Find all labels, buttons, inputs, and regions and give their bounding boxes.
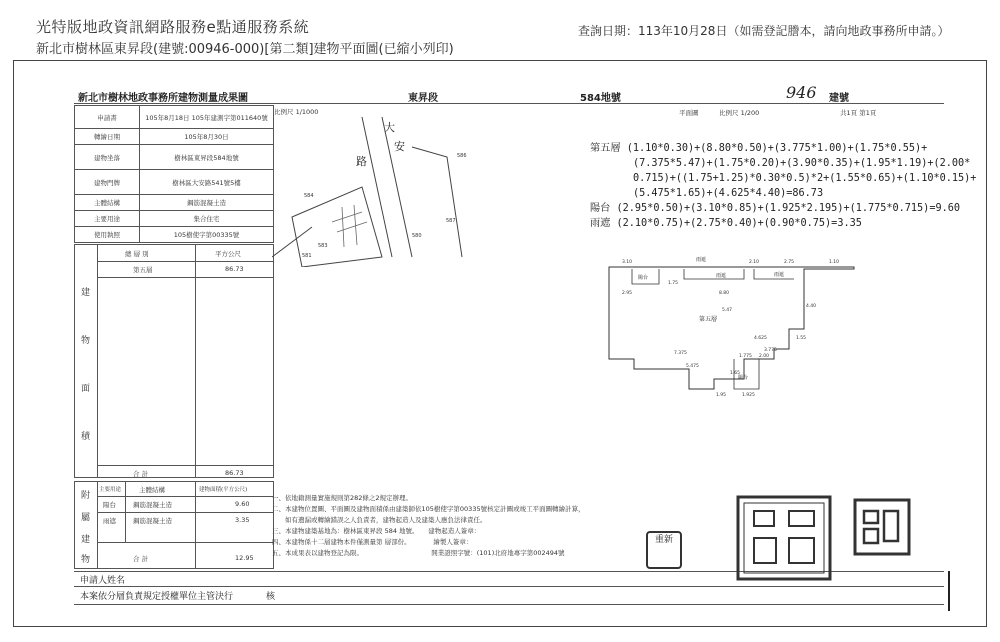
attach-struct: 鋼筋混凝土造 <box>133 517 172 525</box>
area-side-char: 積 <box>81 432 91 442</box>
plan-dimension: 1.775 <box>739 354 752 359</box>
info-value: 集合住宅 <box>140 211 274 227</box>
page-label: 共1頁 第1頁 <box>840 109 877 117</box>
plan-dimension: 1.10 <box>829 260 840 265</box>
plan-dimension: 5.47 <box>722 308 733 313</box>
area-floor: 第五層 <box>133 266 153 274</box>
road-name-char: 路 <box>356 155 367 168</box>
attach-side-char: 屬 <box>81 513 91 523</box>
plan-dimension: 2.00 <box>759 354 770 359</box>
area-floor-value: 86.73 <box>225 265 244 273</box>
note-line: 四、本建物係十二層建物本件僅測量第 層部份。 繪製人簽章： <box>272 538 473 546</box>
attach-use: 雨遮 <box>103 517 116 525</box>
road-name-char: 大 <box>384 121 395 134</box>
plan-balcony-label: 陽台 <box>738 375 749 381</box>
formula-text: (1.10*0.30)+(8.80*0.50)+(3.775*1.00)+(1.75*0.55)+ <box>626 143 928 154</box>
attach-area: 3.35 <box>235 516 250 524</box>
attach-total-label: 合 計 <box>133 555 149 563</box>
area-col-unit: 平方公尺 <box>215 250 241 258</box>
formula-text: 0.715)+((1.75+1.25)*0.30*0.5)*2+(1.55*0.65)+(1.10*0.15)+ <box>632 173 977 184</box>
attach-use: 陽台 <box>103 501 116 509</box>
query-date: 查詢日期：113年10月28日（如需登記謄本，請向地政事務所申請。） <box>578 24 950 38</box>
floor-plan <box>604 249 864 399</box>
info-key: 主體結構 <box>75 195 140 211</box>
formula-line <box>590 201 976 216</box>
attach-h-use: 主要用途 <box>99 487 122 493</box>
note-line: 如有遺漏或轉繪錯誤之人負責者，建物起造人及建築人應負法律責任。 <box>272 516 487 524</box>
info-key: 主要用途 <box>75 211 140 227</box>
area-total-value: 86.73 <box>225 469 244 477</box>
area-table <box>74 244 274 478</box>
attach-total-value: 12.95 <box>235 554 254 562</box>
authorization-clause: 本案依分層負責規定授權單位主管決行 <box>80 592 234 602</box>
plan-dimension: 1.65 <box>730 371 741 376</box>
formula-eave-label: 雨遮 <box>590 218 611 229</box>
attach-table <box>74 481 274 569</box>
formula-text: (2.10*0.75)+(2.75*0.40)+(0.90*0.75)=3.35 <box>616 218 862 229</box>
info-key: 建物坐落 <box>75 145 140 170</box>
seal-stamp-small: 重新 <box>646 531 682 569</box>
info-key: 申請書 <box>75 106 140 129</box>
plan-scale: 比例尺 1/200 <box>719 109 760 117</box>
frame-edge-mark <box>932 571 950 611</box>
plan-dimension: 1.55 <box>796 336 807 341</box>
header-subtitle: 新北市樹林區東昇段(建號:00946-000)[第二類]建物平面圖(已縮小列印) <box>36 42 454 57</box>
formula-line <box>590 186 976 201</box>
attach-h-struct: 主體結構 <box>139 486 165 494</box>
location-map <box>272 117 472 267</box>
info-key: 建物門牌 <box>75 170 140 195</box>
area-side-char: 建 <box>81 288 91 298</box>
plan-dimension: 8.80 <box>719 291 730 296</box>
building-hatch <box>332 205 367 247</box>
plan-dimension: 1.75 <box>668 281 679 286</box>
info-value: 樹林區東昇段584地號 <box>140 145 274 170</box>
plan-label: 平面圖 <box>679 109 699 117</box>
lot-number: 587 <box>446 218 456 224</box>
plan-dimension: 3.775 <box>764 348 777 353</box>
plan-dimension: 3.10 <box>622 260 633 265</box>
info-value: 105樹使字第00335號 <box>140 227 274 243</box>
check-label: 核 <box>266 592 276 602</box>
seal-stamp-square <box>852 497 912 557</box>
formula-line <box>590 216 976 231</box>
plan-dimension: 7.375 <box>674 351 687 356</box>
lot-number: 586 <box>457 153 467 159</box>
area-total-label: 合 計 <box>133 470 149 478</box>
neighbor-lot-outline <box>412 147 462 257</box>
area-col-floor: 總 層 別 <box>125 250 149 258</box>
doc-lot: 584地號 <box>580 93 621 104</box>
header-title: 光特版地政資訊網路服務e點通服務系統 <box>36 18 310 36</box>
lot-number: 584 <box>304 193 314 199</box>
formula-line <box>590 141 976 156</box>
lot-number: 583 <box>318 243 328 249</box>
attach-struct: 鋼筋混凝土造 <box>133 501 172 509</box>
plan-floor-label: 第五層 <box>699 316 718 323</box>
note-line: 一、依地籍測量實施規則第282條之2規定辦理。 <box>272 494 413 502</box>
info-key: 轉繪日期 <box>75 129 140 145</box>
formula-text: (7.375*5.47)+(1.75*0.20)+(3.90*0.35)+(1.95*1.19)+(2.00* <box>632 158 971 169</box>
note-line: 五、本成果表以建物登記為限。 開業證照字號：(101)北府地專字第002494號 <box>272 549 565 557</box>
area-side-char: 面 <box>81 384 91 394</box>
plan-dimension: 5.475 <box>686 364 699 369</box>
formula-line <box>590 171 976 186</box>
formula-line <box>590 156 976 171</box>
info-key: 使用執照 <box>75 227 140 243</box>
seal-stamp-large <box>734 493 834 583</box>
plan-dimension: 1.925 <box>742 393 755 398</box>
formula-text: (5.475*1.65)+(4.625*4.40)=86.73 <box>632 188 824 199</box>
plan-eave-label: 雨遮 <box>716 273 727 279</box>
road-outline <box>362 117 412 257</box>
info-table <box>74 105 274 243</box>
note-line: 三、本建物建築基地為：樹林區東昇段 584 地號。 建物起造人簽章： <box>272 527 481 535</box>
survey-document <box>13 60 987 627</box>
plan-dimension: 4.40 <box>806 304 817 309</box>
info-value: 樹林區大安路541號5樓 <box>140 170 274 195</box>
note-line: 二、本建物位置圖、平面圖及建物面積係由建築師依105樹使字第00335號核定計圖或竣工平面圖轉繪計算， <box>272 505 585 513</box>
attach-area: 9.60 <box>235 500 250 508</box>
info-value: 105年8月30日 <box>140 129 274 145</box>
handwritten-build-number: 946 <box>786 83 817 102</box>
lot-number: 581 <box>302 253 312 259</box>
doc-title: 新北市樹林地政事務所建物測量成果圖 <box>78 93 248 104</box>
lot-number: 580 <box>412 233 422 239</box>
applicant-label: 申請人姓名 <box>80 576 126 586</box>
plan-eave-label: 雨遮 <box>696 257 707 263</box>
area-side-char: 物 <box>81 336 91 346</box>
info-value: 105年8月18日 105年建測字第011640號 <box>140 106 274 129</box>
attach-side-char: 附 <box>81 491 91 501</box>
formula-balcony-label: 陽台 <box>590 203 611 214</box>
area-formulas <box>590 141 976 231</box>
formula-text: (2.95*0.50)+(3.10*0.85)+(1.925*2.195)+(1.775*0.715)=9.60 <box>616 203 960 214</box>
attach-side-char: 物 <box>81 555 91 565</box>
plan-dimension: 4.625 <box>754 336 767 341</box>
balcony-outline <box>632 269 794 284</box>
doc-build-label: 建號 <box>829 93 849 104</box>
plan-dimension: 1.95 <box>716 393 727 398</box>
attach-side-char: 建 <box>81 535 91 545</box>
plan-dimension: 2.10 <box>749 260 760 265</box>
plan-eave-label: 雨遮 <box>774 272 785 278</box>
map-scale: 比例尺 1/1000 <box>274 108 319 116</box>
info-value: 鋼筋混凝土造 <box>140 195 274 211</box>
formula-floor-label: 第五層 <box>590 143 621 154</box>
title-divider <box>74 103 944 104</box>
plan-dimension: 2.75 <box>784 260 795 265</box>
plan-balcony-label: 陽台 <box>638 275 649 281</box>
attach-h-area: 建物面積(平方公尺) <box>199 487 248 493</box>
plan-dimension: 2.95 <box>622 291 633 296</box>
road-name-char: 安 <box>394 140 405 153</box>
doc-section: 東昇段 <box>408 93 438 104</box>
notes <box>272 493 585 559</box>
